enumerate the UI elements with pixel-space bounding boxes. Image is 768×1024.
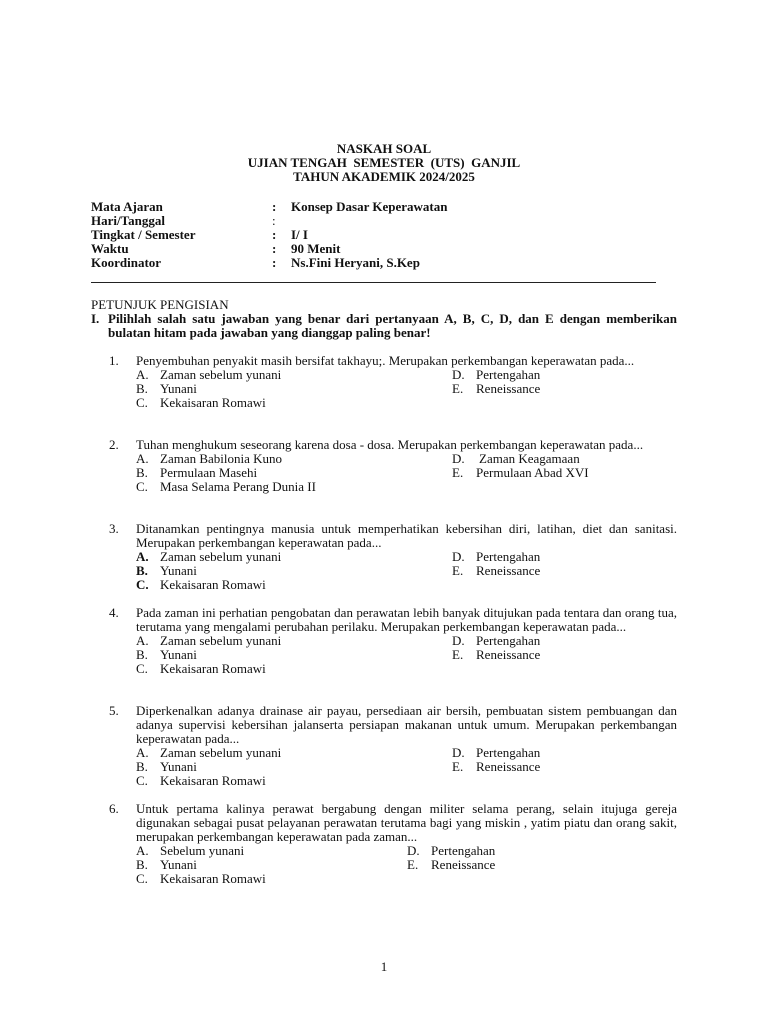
option-letter: B. — [136, 563, 148, 578]
option-text: Pertengahan — [431, 843, 496, 858]
option-letter: A. — [136, 843, 149, 858]
info-value: 90 Menit — [291, 241, 341, 256]
info-label: Hari/Tanggal — [91, 213, 165, 228]
option-d[interactable] — [452, 550, 540, 564]
info-row-mata-ajaran — [91, 200, 691, 214]
question-stem: Diperkenalkan adanya drainase air payau, persediaan air bersih, pembuatan sistem pembuangan dan adanya supervisi kebersihan jalanserta persiapan makanan untuk umum. Merupakan perkembangan keperawatan pada... — [136, 703, 677, 746]
option-letter: B. — [136, 647, 148, 662]
option-e[interactable] — [452, 466, 589, 480]
question-3 — [109, 522, 677, 592]
option-e[interactable] — [407, 858, 495, 872]
question-2 — [109, 438, 677, 494]
instructions — [91, 312, 677, 340]
info-value: I/ I — [291, 227, 308, 242]
option-letter: D. — [407, 843, 420, 858]
option-letter: C. — [136, 661, 148, 676]
instructions-number: I. — [91, 311, 100, 326]
option-letter: D. — [452, 451, 465, 466]
option-text: Yunani — [160, 563, 197, 578]
instructions-text: Pilihlah salah satu jawaban yang benar dari pertanyaan A, B, C, D, dan E dengan memberikan bulatan hitam pada jawaban yang dianggap paling benar! — [108, 311, 677, 340]
question-number: 2. — [109, 437, 119, 452]
option-text: Yunani — [160, 857, 197, 872]
option-text: Reneissance — [476, 563, 541, 578]
option-text: Kekaisaran Romawi — [160, 661, 266, 676]
option-text: Pertengahan — [476, 549, 541, 564]
option-text: Zaman sebelum yunani — [160, 367, 282, 382]
question-number: 5. — [109, 703, 119, 718]
info-value: Ns.Fini Heryani, S.Kep — [291, 255, 420, 270]
option-text: Yunani — [160, 759, 197, 774]
question-number: 6. — [109, 801, 119, 816]
info-row-koordinator — [91, 256, 691, 270]
option-list — [136, 550, 677, 592]
header-divider — [91, 282, 656, 283]
option-e[interactable] — [452, 564, 540, 578]
option-a[interactable] — [136, 550, 281, 564]
option-letter: D. — [452, 745, 465, 760]
option-d[interactable] — [407, 844, 495, 858]
option-e[interactable] — [452, 760, 540, 774]
question-1 — [109, 354, 677, 410]
option-c[interactable] — [136, 774, 266, 788]
option-b[interactable] — [136, 382, 197, 396]
option-text: Reneissance — [476, 647, 541, 662]
option-d[interactable] — [452, 634, 540, 648]
option-text: Permulaan Abad XVI — [476, 465, 589, 480]
option-text: Kekaisaran Romawi — [160, 395, 266, 410]
question-stem: Ditanamkan pentingnya manusia untuk memperhatikan kebersihan diri, latihan, diet dan sanitasi. Merupakan perkembangan keperawatan pada... — [136, 521, 677, 550]
option-d[interactable] — [452, 368, 540, 382]
question-stem: Untuk pertama kalinya perawat bergabung dengan militer selama perang, selain itujuga gereja digunakan sebagai pusat pelayanan perawatan terutama bagi yang miskin , yatim piatu dan orang sakit, merupakan perkembangan keperawatan pada zaman... — [136, 801, 677, 844]
option-letter: E. — [407, 857, 419, 872]
header-exam-name: UJIAN TENGAH SEMESTER (UTS) GANJIL — [247, 155, 521, 170]
question-number: 3. — [109, 521, 119, 536]
option-text: Kekaisaran Romawi — [160, 871, 266, 886]
header-academic-year: TAHUN AKADEMIK 2024/2025 — [293, 169, 475, 184]
option-d[interactable] — [452, 746, 540, 760]
info-colon: : — [272, 227, 277, 242]
option-letter: D. — [452, 549, 465, 564]
info-label: Waktu — [91, 241, 129, 256]
question-6 — [109, 802, 677, 886]
option-letter: A. — [136, 633, 149, 648]
option-text: Permulaan Masehi — [160, 465, 258, 480]
option-text: Yunani — [160, 381, 197, 396]
option-letter: D. — [452, 367, 465, 382]
option-list — [136, 844, 677, 886]
option-letter: B. — [136, 857, 148, 872]
option-text: Kekaisaran Romawi — [160, 577, 266, 592]
question-stem: Pada zaman ini perhatian pengobatan dan perawatan lebih banyak ditujukan pada tentara dan orang tua, terutama yang mengalami perubahan perilaku. Merupakan perkembangan keperawatan pada... — [136, 605, 677, 634]
option-letter: E. — [452, 759, 464, 774]
option-b[interactable] — [136, 648, 197, 662]
question-4 — [109, 606, 677, 676]
option-letter: E. — [452, 381, 464, 396]
document-header — [0, 142, 768, 184]
option-c[interactable] — [136, 578, 266, 592]
option-c[interactable] — [136, 872, 266, 886]
info-row-tingkat-semester — [91, 228, 691, 242]
option-a[interactable] — [136, 452, 282, 466]
option-list — [136, 368, 677, 410]
option-letter: B. — [136, 759, 148, 774]
option-letter: A. — [136, 745, 149, 760]
option-letter: D. — [452, 633, 465, 648]
question-stem: Tuhan menghukum seseorang karena dosa - dosa. Merupakan perkembangan keperawatan pada... — [136, 437, 644, 452]
info-row-waktu — [91, 242, 691, 256]
option-letter: A. — [136, 451, 149, 466]
option-text: Masa Selama Perang Dunia II — [160, 479, 316, 494]
page-number: 1 — [380, 959, 388, 974]
option-letter: C. — [136, 395, 148, 410]
option-list — [136, 634, 677, 676]
option-b[interactable] — [136, 564, 197, 578]
option-e[interactable] — [452, 382, 540, 396]
option-letter: A. — [136, 549, 149, 564]
header-title: NASKAH SOAL — [336, 141, 432, 156]
info-row-hari-tanggal — [91, 214, 691, 228]
option-letter: C. — [136, 773, 148, 788]
option-letter: E. — [452, 465, 464, 480]
option-text: Sebelum yunani — [160, 843, 245, 858]
option-letter: C. — [136, 577, 149, 592]
question-number: 1. — [109, 353, 119, 368]
option-text: Reneissance — [476, 759, 541, 774]
option-letter: A. — [136, 367, 149, 382]
info-colon: : — [272, 255, 277, 270]
question-stem: Penyembuhan penyakit masih bersifat takhayu;. Merupakan perkembangan keperawatan pada... — [136, 353, 635, 368]
option-text: Zaman Keagamaan — [479, 451, 580, 466]
option-letter: C. — [136, 479, 148, 494]
option-text: Kekaisaran Romawi — [160, 773, 266, 788]
option-c[interactable] — [136, 396, 266, 410]
option-c[interactable] — [136, 480, 316, 494]
option-letter: B. — [136, 465, 148, 480]
option-a[interactable] — [136, 368, 281, 382]
exam-info — [91, 200, 691, 270]
option-list — [136, 746, 677, 788]
option-letter: E. — [452, 647, 464, 662]
option-letter: E. — [452, 563, 464, 578]
info-label: Mata Ajaran — [91, 199, 163, 214]
option-text: Zaman sebelum yunani — [160, 745, 282, 760]
option-a[interactable] — [136, 634, 281, 648]
option-text: Pertengahan — [476, 745, 541, 760]
option-a[interactable] — [136, 746, 281, 760]
instructions-title: PETUNJUK PENGISIAN — [91, 297, 229, 312]
option-text: Reneissance — [476, 381, 541, 396]
option-text: Yunani — [160, 647, 197, 662]
option-list — [136, 452, 677, 494]
question-number: 4. — [109, 605, 119, 620]
option-e[interactable] — [452, 648, 540, 662]
info-colon: : — [272, 199, 277, 214]
option-text: Zaman sebelum yunani — [160, 549, 282, 564]
option-text: Zaman sebelum yunani — [160, 633, 282, 648]
info-label: Koordinator — [91, 255, 162, 270]
option-text: Pertengahan — [476, 367, 541, 382]
info-colon: : — [272, 241, 277, 256]
option-a[interactable] — [136, 844, 244, 858]
question-5 — [109, 704, 677, 788]
info-label: Tingkat / Semester — [91, 227, 196, 242]
option-text: Reneissance — [431, 857, 496, 872]
option-letter: B. — [136, 381, 148, 396]
info-colon: : — [272, 213, 276, 228]
info-value: Konsep Dasar Keperawatan — [291, 199, 448, 214]
option-b[interactable] — [136, 760, 197, 774]
option-b[interactable] — [136, 858, 197, 872]
option-text: Pertengahan — [476, 633, 541, 648]
option-d[interactable] — [452, 452, 580, 466]
option-letter: C. — [136, 871, 148, 886]
option-b[interactable] — [136, 466, 257, 480]
option-c[interactable] — [136, 662, 266, 676]
option-text: Zaman Babilonia Kuno — [160, 451, 283, 466]
